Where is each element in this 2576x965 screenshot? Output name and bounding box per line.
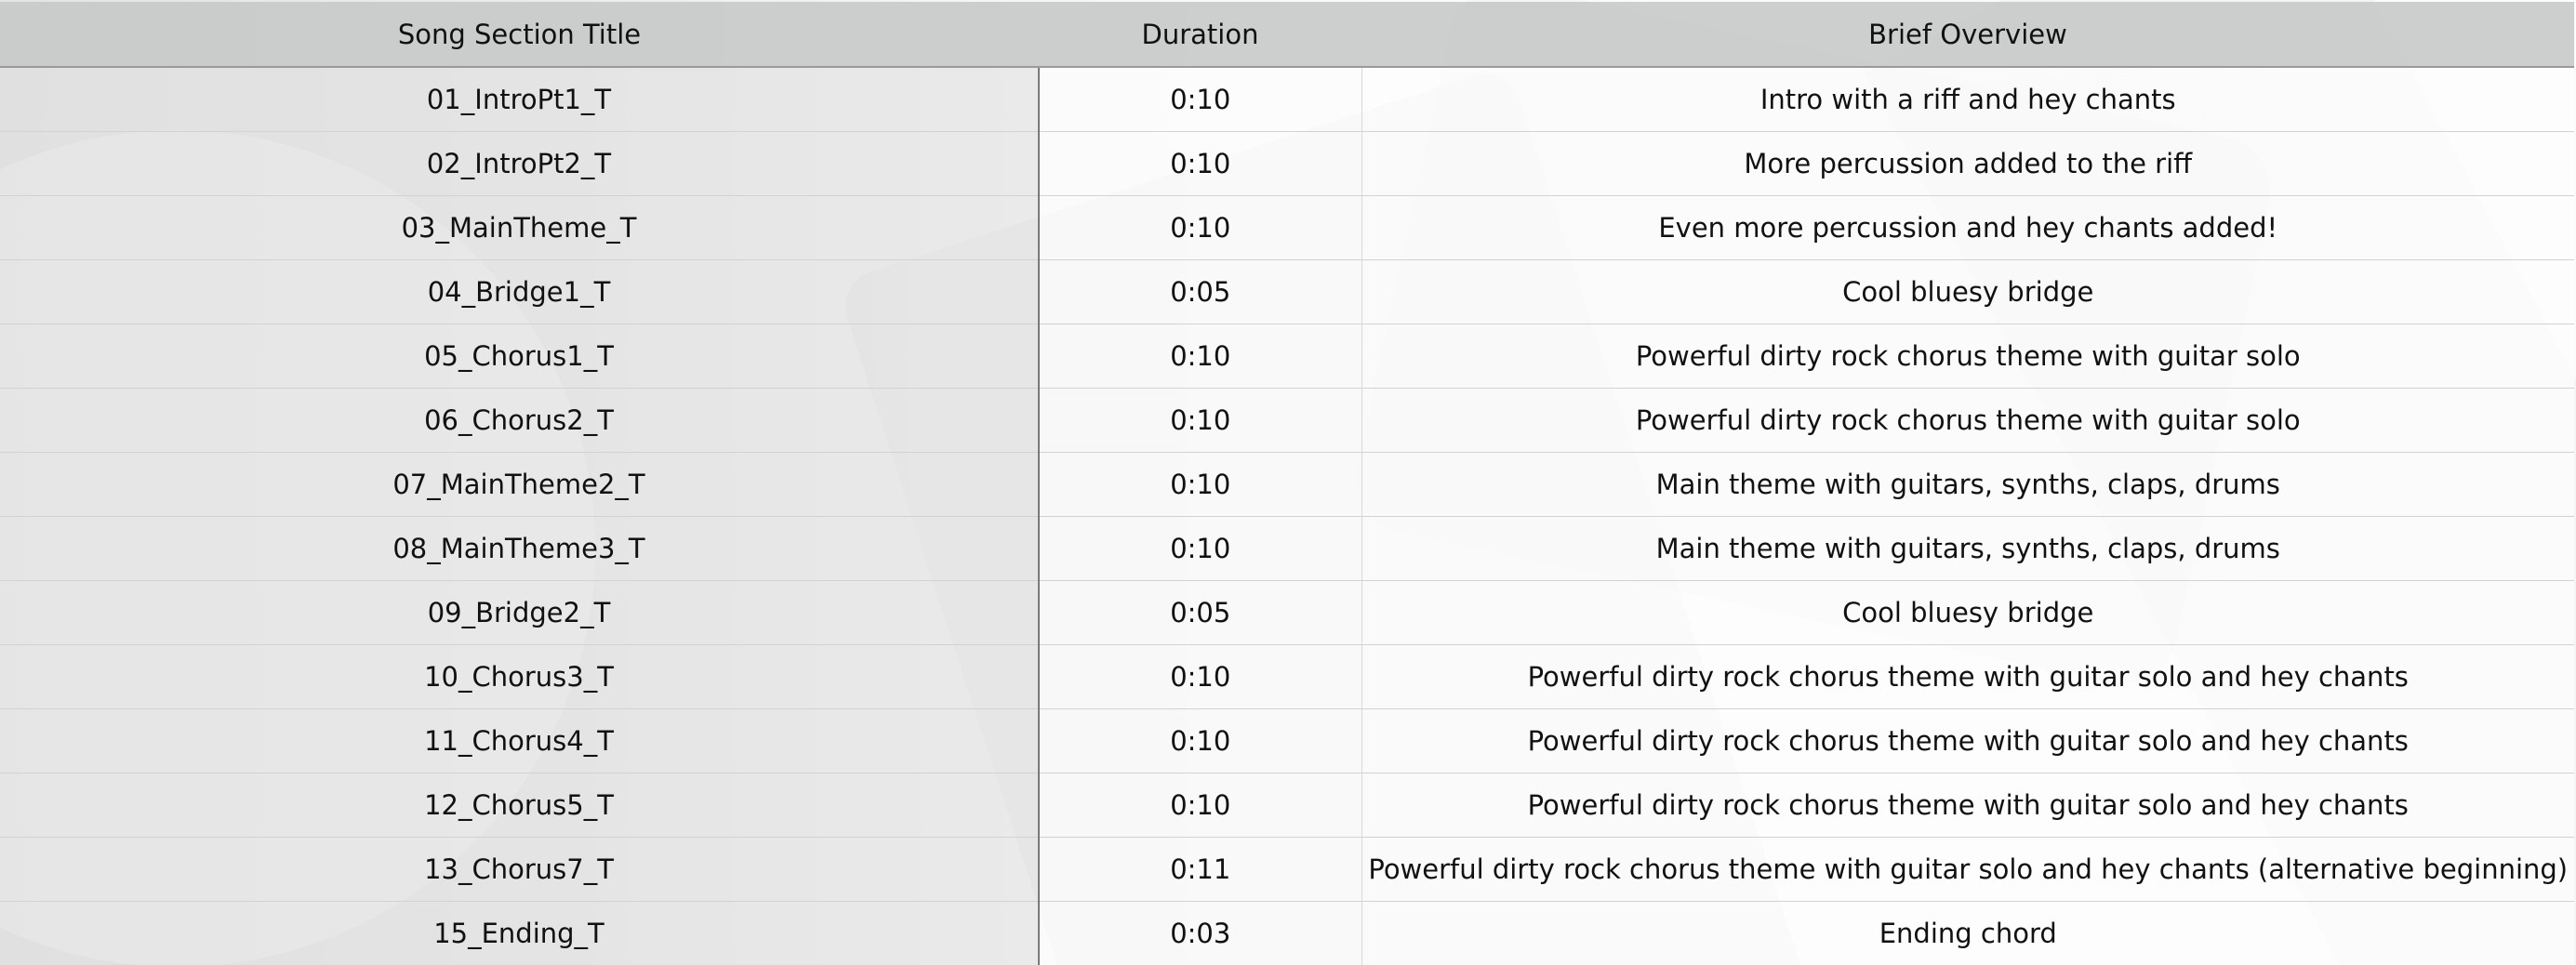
table-row [0, 324, 2574, 388]
column-header-title: Song Section Title [0, 2, 1039, 67]
duration-cell: 0:10 [1039, 131, 1361, 195]
section-title-cell: 02_IntroPt2_T [0, 131, 1039, 195]
duration-cell: 0:10 [1039, 67, 1361, 131]
table-row [0, 259, 2574, 324]
duration-cell: 0:05 [1039, 259, 1361, 324]
section-title-cell: 06_Chorus2_T [0, 388, 1039, 452]
duration-cell: 0:10 [1039, 773, 1361, 837]
overview-cell: Powerful dirty rock chorus theme with guitar solo and hey chants [1361, 644, 2574, 708]
table-body [0, 67, 2574, 965]
duration-cell: 0:05 [1039, 580, 1361, 644]
section-title-cell: 15_Ending_T [0, 901, 1039, 965]
overview-cell: Powerful dirty rock chorus theme with guitar solo and hey chants [1361, 773, 2574, 837]
overview-cell: Cool bluesy bridge [1361, 259, 2574, 324]
section-title-cell: 04_Bridge1_T [0, 259, 1039, 324]
section-title-cell: 01_IntroPt1_T [0, 67, 1039, 131]
overview-cell: Intro with a riff and hey chants [1361, 67, 2574, 131]
table-row [0, 388, 2574, 452]
overview-cell: Powerful dirty rock chorus theme with guitar solo [1361, 324, 2574, 388]
duration-cell: 0:11 [1039, 837, 1361, 901]
section-title-cell: 07_MainTheme2_T [0, 452, 1039, 516]
section-title-cell: 05_Chorus1_T [0, 324, 1039, 388]
column-header-duration: Duration [1039, 2, 1361, 67]
song-sections-table [0, 2, 2574, 965]
section-title-cell: 10_Chorus3_T [0, 644, 1039, 708]
table-row [0, 67, 2574, 131]
section-title-cell: 09_Bridge2_T [0, 580, 1039, 644]
table-row [0, 708, 2574, 773]
table-row [0, 580, 2574, 644]
overview-cell: Powerful dirty rock chorus theme with guitar solo [1361, 388, 2574, 452]
duration-cell: 0:10 [1039, 195, 1361, 259]
table-row [0, 131, 2574, 195]
section-title-cell: 03_MainTheme_T [0, 195, 1039, 259]
overview-cell: Main theme with guitars, synths, claps, drums [1361, 516, 2574, 580]
section-title-cell: 08_MainTheme3_T [0, 516, 1039, 580]
duration-cell: 0:03 [1039, 901, 1361, 965]
table-row [0, 773, 2574, 837]
table-header [0, 2, 2574, 67]
duration-cell: 0:10 [1039, 324, 1361, 388]
section-title-cell: 13_Chorus7_T [0, 837, 1039, 901]
overview-cell: Even more percussion and hey chants added! [1361, 195, 2574, 259]
overview-cell: Main theme with guitars, synths, claps, drums [1361, 452, 2574, 516]
column-header-overview: Brief Overview [1361, 2, 2574, 67]
overview-cell: Powerful dirty rock chorus theme with guitar solo and hey chants [1361, 708, 2574, 773]
table-row [0, 516, 2574, 580]
overview-cell: Ending chord [1361, 901, 2574, 965]
duration-cell: 0:10 [1039, 516, 1361, 580]
table-row [0, 644, 2574, 708]
header-row [0, 2, 2574, 67]
table-row [0, 837, 2574, 901]
section-title-cell: 11_Chorus4_T [0, 708, 1039, 773]
table-row [0, 195, 2574, 259]
duration-cell: 0:10 [1039, 388, 1361, 452]
overview-cell: More percussion added to the riff [1361, 131, 2574, 195]
section-title-cell: 12_Chorus5_T [0, 773, 1039, 837]
duration-cell: 0:10 [1039, 644, 1361, 708]
table-row [0, 901, 2574, 965]
overview-cell: Cool bluesy bridge [1361, 580, 2574, 644]
duration-cell: 0:10 [1039, 452, 1361, 516]
table-row [0, 452, 2574, 516]
overview-cell: Powerful dirty rock chorus theme with guitar solo and hey chants (alternative beginning) [1361, 837, 2574, 901]
duration-cell: 0:10 [1039, 708, 1361, 773]
